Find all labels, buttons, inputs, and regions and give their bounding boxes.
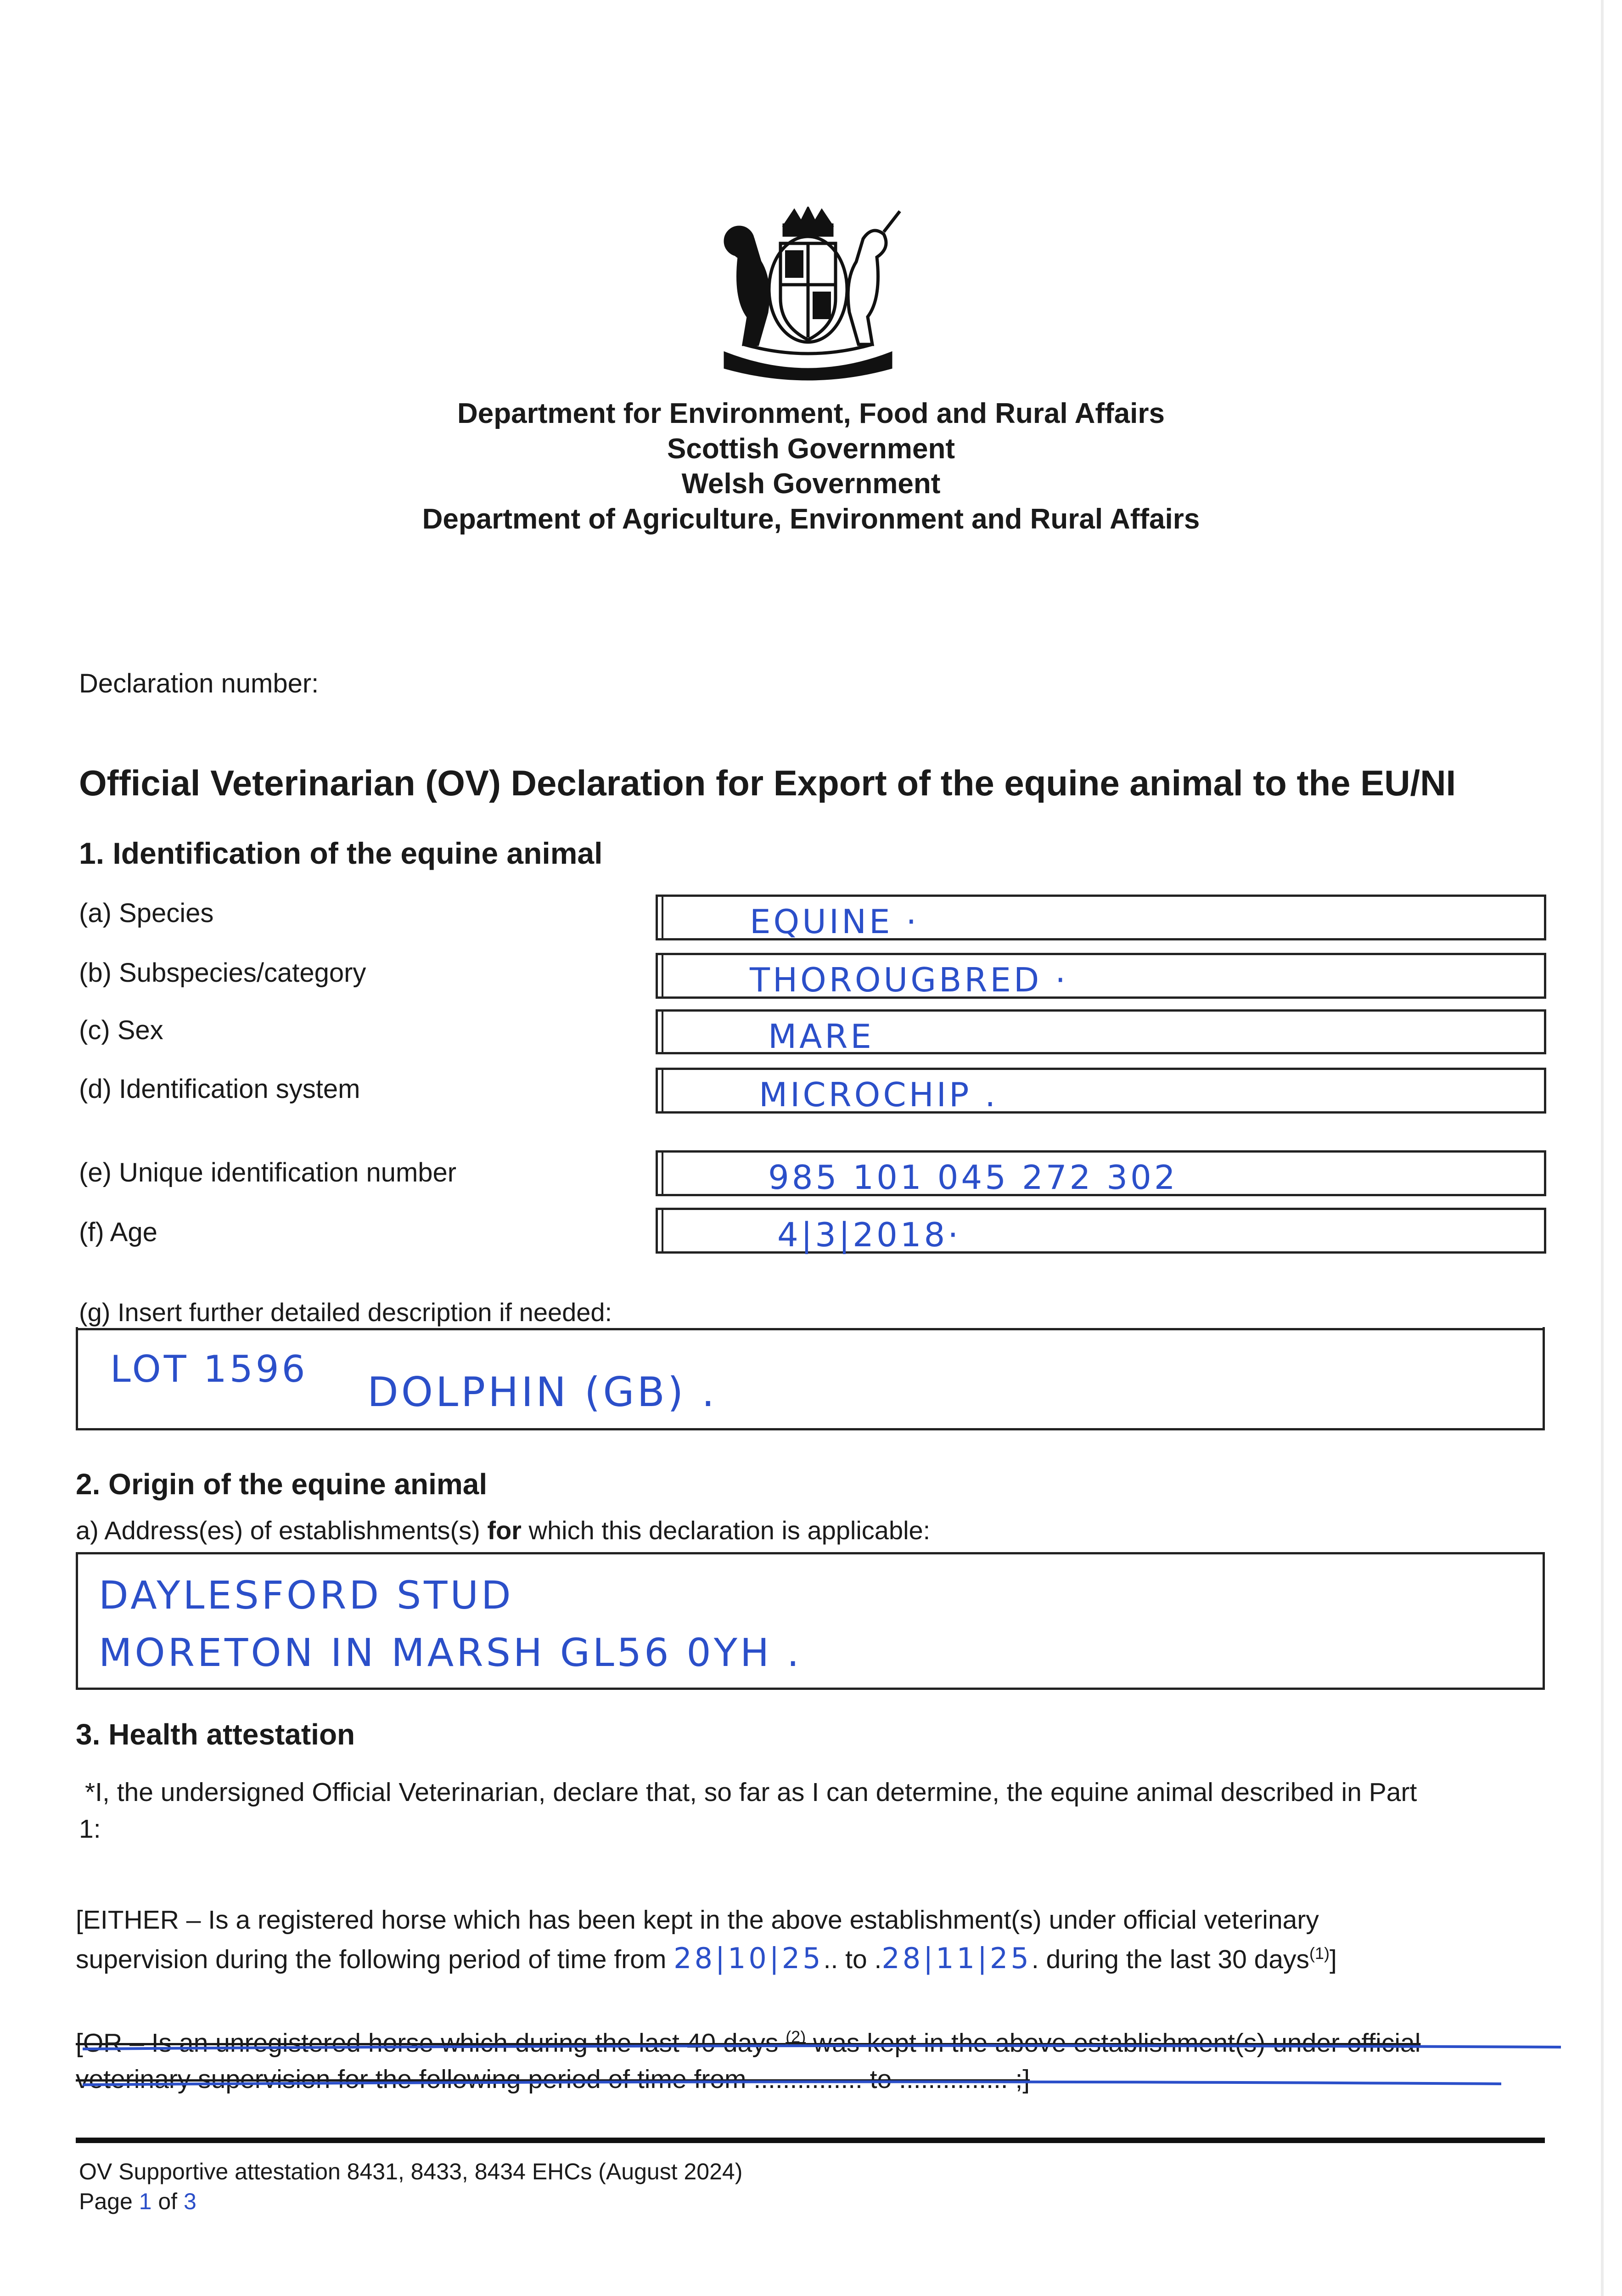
field-label-unique-id: (e) Unique identification number — [79, 1158, 457, 1187]
species-field[interactable] — [656, 895, 1546, 940]
address-line-1: DAYLESFORD STUD — [99, 1573, 514, 1618]
attestation-intro-line-2: 1: — [79, 1814, 101, 1844]
or-strikethrough-pen-lines — [69, 2025, 1575, 2117]
unique-id-value: 985 101 045 272 302 — [768, 1158, 1178, 1197]
field-label-sex: (c) Sex — [79, 1015, 163, 1045]
field-label-identification-system: (d) Identification system — [79, 1074, 360, 1104]
identification-system-value: MICROCHIP . — [759, 1075, 999, 1114]
unique-id-field[interactable] — [656, 1150, 1546, 1196]
section-2-heading: 2. Origin of the equine animal — [76, 1468, 488, 1501]
section-1-heading: 1. Identification of the equine animal — [79, 836, 603, 870]
page-number: Page 1 of 3 — [79, 2189, 196, 2214]
subspecies-field[interactable] — [656, 953, 1546, 999]
sex-field[interactable] — [656, 1009, 1546, 1054]
department-line-3: Welsh Government — [681, 468, 941, 500]
footer-reference: OV Supportive attestation 8431, 8433, 8434 EHCs (August 2024) — [79, 2159, 743, 2184]
declaration-number-label: Declaration number: — [79, 669, 319, 698]
species-value: EQUINE · — [750, 902, 920, 941]
identification-system-field[interactable] — [656, 1068, 1546, 1114]
sex-value: MARE — [768, 1017, 874, 1056]
description-label: (g) Insert further detailed description if needed: — [79, 1298, 612, 1327]
description-field[interactable] — [76, 1327, 1545, 1430]
or-line-2: veterinary supervision for the following period of time from ............... to ............... ;] — [76, 2065, 1030, 2094]
department-line-2: Scottish Government — [667, 433, 955, 465]
field-label-age: (f) Age — [79, 1217, 157, 1247]
field-label-subspecies: (b) Subspecies/category — [79, 958, 366, 988]
subspecies-value: THOROUGBRED · — [750, 961, 1069, 999]
royal-coat-of-arms-logo — [707, 207, 909, 390]
either-line-1: [EITHER – Is a registered horse which has been kept in the above establishment(s) under official veterinary — [76, 1905, 1319, 1935]
age-field[interactable] — [656, 1208, 1546, 1254]
description-value-lot: LOT 1596 — [110, 1348, 308, 1390]
attestation-intro-line-1: *I, the undersigned Official Veterinarian, declare that, so far as I can determine, the equine animal described in Part — [85, 1778, 1417, 1807]
document-title: Official Veterinarian (OV) Declaration for Export of the equine animal to the EU/NI — [79, 763, 1456, 803]
either-line-2: supervision during the following period of time from 28|10|25.. to .28|11|25. during the last 30 days$^{(1)}$] — [76, 1941, 1337, 1975]
department-line-4: Department of Agriculture, Environment and Rural Affairs — [422, 503, 1200, 535]
field-label-species: (a) Species — [79, 898, 214, 928]
department-line-1: Department for Environment, Food and Rural Affairs — [457, 398, 1165, 429]
address-field[interactable] — [76, 1552, 1545, 1690]
either-to-date: 28|11|25 — [881, 1941, 1032, 1975]
age-value: 4|3|2018· — [777, 1216, 961, 1254]
address-label: a) Address(es) of establishments(s) for which this declaration is applicable: — [76, 1516, 931, 1545]
address-line-2: MORETON IN MARSH GL56 0YH . — [99, 1630, 802, 1675]
or-line-1: [OR – Is an unregistered horse which during the last 40 days $^{(2)}$ was kept in the above establishment(s) under official — [76, 2027, 1421, 2058]
description-value-name: DOLPHIN (GB) . — [367, 1368, 718, 1416]
either-from-date: 28|10|25 — [673, 1941, 824, 1975]
footer-rule — [76, 2138, 1545, 2143]
section-3-heading: 3. Health attestation — [76, 1718, 355, 1751]
page-edge — [1601, 0, 1604, 2296]
